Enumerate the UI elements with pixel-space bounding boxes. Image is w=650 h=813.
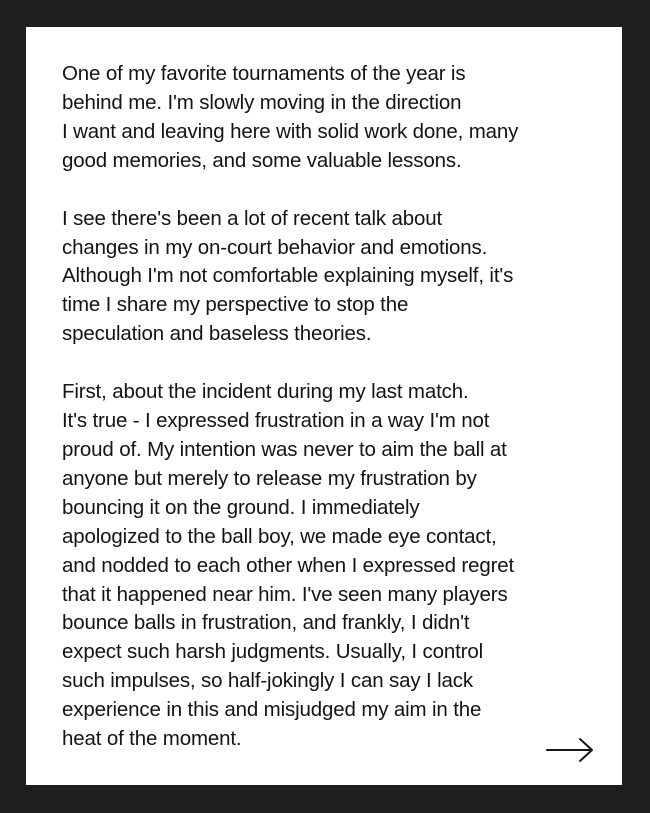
text-line: heat of the moment. [62, 727, 242, 751]
text-line: It's true - I expressed frustration in a way I'm not [62, 409, 490, 433]
text-line: and nodded to each other when I expressed regret [62, 553, 515, 577]
text-line: good memories, and some valuable lessons. [62, 148, 462, 172]
text-line: such impulses, so half-jokingly I can say I lack [62, 669, 473, 693]
text-line: expect such harsh judgments. Usually, I control [62, 640, 483, 664]
text-line: First, about the incident during my last match. [62, 380, 469, 404]
text-line: apologized to the ball boy, we made eye contact, [62, 524, 497, 548]
text-line: I want and leaving here with solid work done, many [62, 119, 519, 143]
paragraph-3 [62, 378, 588, 754]
text-line: experience in this and misjudged my aim in the [62, 698, 482, 722]
text-line: time I share my perspective to stop the [62, 293, 409, 317]
paragraph-1 [62, 60, 588, 176]
text-line: bouncing it on the ground. I immediately [62, 495, 420, 519]
arrow-right-icon[interactable] [546, 737, 594, 763]
text-line: proud of. My intention was never to aim the ball at [62, 437, 507, 461]
text-line: Although I'm not comfortable explaining myself, it's [62, 264, 514, 288]
statement-card [26, 27, 622, 785]
text-line: anyone but merely to release my frustration by [62, 466, 477, 490]
text-line: changes in my on-court behavior and emotions. [62, 235, 488, 259]
text-line: One of my favorite tournaments of the year is [62, 62, 466, 85]
paragraph-2 [62, 205, 588, 350]
text-line: behind me. I'm slowly moving in the direction [62, 90, 462, 114]
text-line: I see there's been a lot of recent talk about [62, 206, 443, 230]
text-line: bounce balls in frustration, and frankly, I didn't [62, 611, 470, 635]
text-line: speculation and baseless theories. [62, 322, 372, 346]
text-line: that it happened near him. I've seen many players [62, 582, 508, 606]
